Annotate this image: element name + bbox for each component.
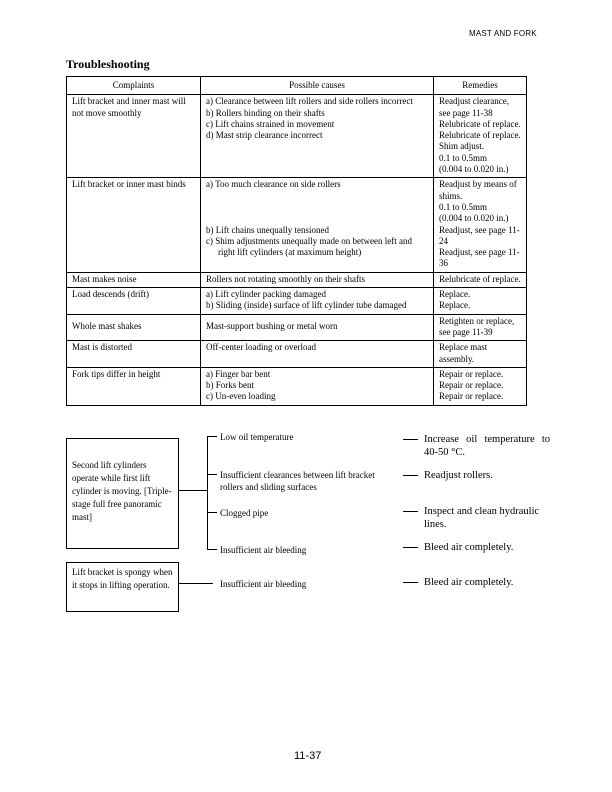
remedy-dash	[403, 439, 418, 440]
causes-cell	[201, 367, 434, 405]
causes-cell	[201, 272, 434, 287]
remedies-cell	[434, 367, 527, 405]
remedy-item: Retighten or replace,	[439, 315, 515, 326]
complaint-box-spongy	[66, 562, 179, 612]
cause-item: b) Forks bent	[206, 380, 254, 391]
branch-line	[207, 512, 217, 513]
table-row	[67, 272, 527, 287]
cause-item: a) Too much clearance on side rollers	[206, 179, 341, 190]
cause-item: c) Un-even loading	[206, 391, 276, 402]
cause-item: c) Shim adjustments unequally made on between left and right lift cylinders (at maximum height)	[206, 235, 412, 258]
remedy-dash	[403, 475, 418, 476]
table-row	[67, 288, 527, 315]
page-title: Troubleshooting	[66, 57, 150, 71]
remedy-item: (0.004 to 0.020 in.)	[439, 213, 509, 224]
column-header-possible-causes: Possible causes	[201, 77, 434, 95]
complaint-cell: Whole mast shakes	[67, 314, 201, 341]
section-header: MAST AND FORK	[469, 29, 537, 38]
connector-line	[179, 583, 213, 584]
table-row	[67, 95, 527, 178]
causes-cell	[201, 95, 434, 178]
branch-line	[207, 474, 217, 475]
remedy-item: Readjust, see page 11-36	[439, 247, 520, 269]
remedy-item: Readjust, see page 11-24	[439, 224, 520, 246]
remedy-item: Relubricate of replace.	[439, 118, 521, 129]
table-header-row	[67, 77, 527, 95]
remedy-text: Bleed air completely.	[424, 542, 514, 553]
causes-cell	[201, 288, 434, 315]
remedy-text: Increase oil temperature to 40-50 °C.	[424, 434, 550, 458]
cause-item: a) Clearance between lift rollers and side rollers incorrect	[206, 96, 413, 107]
remedy-item: Repair or replace.	[439, 391, 504, 402]
complaint-cell: Mast makes noise	[67, 272, 201, 287]
connector-line	[179, 490, 207, 491]
cause-text: Insufficient air bleeding	[220, 545, 307, 555]
cause-text: Clogged pipe	[220, 508, 269, 518]
complaint-text: Second lift cylinders operate while first lift cylinder is moving. [Triple-stage full free panoramic mast]	[72, 460, 172, 522]
remedies-cell	[434, 178, 527, 272]
cause-item: a) Lift cylinder packing damaged	[206, 289, 326, 300]
cause-item: Off-center loading or overload	[206, 342, 317, 353]
remedy-item: Shim adjust.	[439, 141, 485, 152]
remedy-text: Readjust rollers.	[424, 470, 493, 481]
cause-text: Insufficient air bleeding	[220, 579, 307, 589]
cause-item: b) Rollers binding on their shafts	[206, 107, 325, 118]
table-row	[67, 178, 527, 272]
remedies-cell	[434, 288, 527, 315]
cause-item: a) Finger bar bent	[206, 368, 271, 379]
remedies-cell	[434, 272, 527, 287]
complaint-cell: Lift bracket or inner mast binds	[67, 178, 201, 272]
column-header-remedies: Remedies	[434, 77, 527, 95]
bracket-line	[207, 436, 208, 550]
remedy-text: Inspect and clean hydraulic lines.	[424, 506, 540, 530]
remedy-dash	[403, 511, 418, 512]
complaint-cell: Mast is distorted	[67, 341, 201, 368]
remedy-item: 0.1 to 0.5mm	[439, 152, 488, 163]
complaint-cell: Load descends (drift)	[67, 288, 201, 315]
complaint-box-second-lift	[66, 438, 179, 549]
complaint-cell: Lift bracket and inner mast will not move smoothly	[67, 95, 201, 178]
remedies-cell	[434, 314, 527, 341]
remedy-item: see page 11-39	[439, 326, 493, 337]
table-row	[67, 341, 527, 368]
causes-cell	[201, 341, 434, 368]
remedy-item: Replace.	[439, 300, 471, 311]
remedies-cell	[434, 341, 527, 368]
page-number: 11-37	[294, 750, 322, 762]
cause-item: d) Mast strip clearance incorrect	[206, 130, 323, 141]
cause-item: Mast-support bushing or metal worn	[206, 321, 338, 332]
remedy-item: see page 11-38	[439, 107, 493, 118]
remedy-dash	[403, 582, 418, 583]
cause-text: Low oil temperature	[220, 432, 294, 442]
remedy-item: Relubricate of replace.	[439, 273, 521, 284]
table-row	[67, 314, 527, 341]
cause-text: Insufficient clearances between lift bracket rollers and sliding surfaces	[220, 470, 375, 492]
remedy-item: Relubricate of replace.	[439, 130, 521, 141]
remedy-item: (0.004 to 0.020 in.)	[439, 164, 509, 175]
remedy-dash	[403, 547, 418, 548]
branch-line	[207, 549, 217, 550]
cause-item: c) Lift chains strained in movement	[206, 118, 335, 129]
remedy-text: Bleed air completely.	[424, 577, 514, 588]
remedy-item: Readjust clearance,	[439, 96, 509, 107]
remedy-item: shims.	[439, 190, 463, 201]
remedy-item: Repair or replace.	[439, 368, 504, 379]
remedies-cell	[434, 95, 527, 178]
remedy-item: Replace.	[439, 289, 471, 300]
remedy-item: Replace mast assembly.	[439, 342, 488, 364]
cause-item: b) Sliding (inside) surface of lift cylinder tube damaged	[206, 300, 407, 311]
branch-line	[207, 436, 217, 437]
complaint-cell: Fork tips differ in height	[67, 367, 201, 405]
causes-cell	[201, 178, 434, 272]
table-row	[67, 367, 527, 405]
troubleshooting-table	[66, 76, 527, 406]
causes-cell	[201, 314, 434, 341]
cause-item: Rollers not rotating smoothly on their shafts	[206, 273, 365, 284]
remedy-item: Readjust by means of	[439, 179, 517, 190]
column-header-complaints: Complaints	[67, 77, 201, 95]
remedy-item: 0.1 to 0.5mm	[439, 201, 488, 212]
cause-item: b) Lift chains unequally tensioned	[206, 224, 329, 235]
remedy-item: Repair or replace.	[439, 380, 504, 391]
complaint-text: Lift bracket is spongy when it stops in lifting operation.	[72, 567, 173, 590]
